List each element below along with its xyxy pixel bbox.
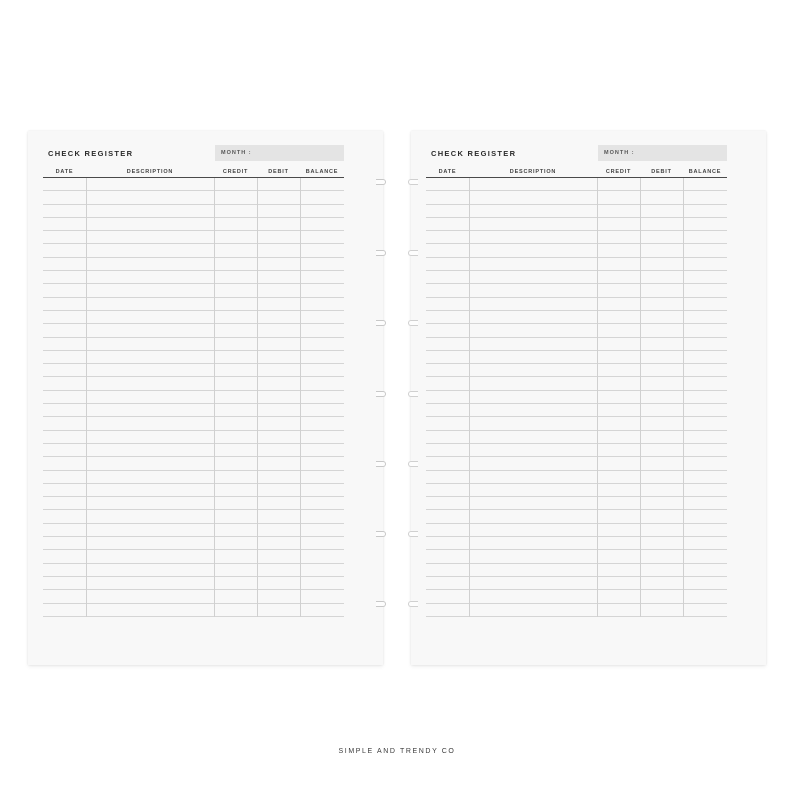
table-row[interactable] [43, 391, 344, 404]
table-row[interactable] [43, 577, 344, 590]
disc-tab-notch [408, 601, 418, 607]
column-header-credit: CREDIT [222, 169, 249, 175]
column-divider [683, 178, 684, 617]
disc-tab-notch [376, 601, 386, 607]
table-row[interactable] [426, 550, 727, 563]
table-row[interactable] [43, 351, 344, 364]
table-row[interactable] [426, 404, 727, 417]
disc-tab-notch [408, 320, 418, 326]
column-divider [597, 178, 598, 617]
disc-tab-notch [376, 461, 386, 467]
column-header-credit: CREDIT [605, 169, 632, 175]
table-row[interactable] [426, 471, 727, 484]
table-row[interactable] [43, 218, 344, 231]
column-divider [86, 178, 87, 617]
table-row[interactable] [426, 484, 727, 497]
table-row[interactable] [426, 377, 727, 390]
column-header-debit: DEBIT [651, 169, 672, 175]
register-table [426, 167, 727, 617]
table-row[interactable] [43, 191, 344, 204]
table-row[interactable] [43, 231, 344, 244]
table-row[interactable] [43, 524, 344, 537]
column-divider [469, 178, 470, 617]
disc-tab-notch [376, 320, 386, 326]
table-row[interactable] [426, 311, 727, 324]
column-header-debit: DEBIT [268, 169, 289, 175]
register-rows [43, 178, 344, 617]
table-row[interactable] [426, 258, 727, 271]
register-table [43, 167, 344, 617]
table-row[interactable] [43, 364, 344, 377]
disc-tab-notch [376, 250, 386, 256]
month-label: MONTH : [221, 150, 252, 156]
table-row[interactable] [426, 244, 727, 257]
planner-page-right [411, 131, 766, 665]
column-divider [257, 178, 258, 617]
month-label: MONTH : [604, 150, 635, 156]
disc-tab-notch [376, 179, 386, 185]
table-row[interactable] [426, 351, 727, 364]
table-row[interactable] [43, 338, 344, 351]
table-row[interactable] [426, 324, 727, 337]
disc-tab-notch [376, 391, 386, 397]
month-field[interactable] [598, 145, 727, 161]
disc-tab-notch [376, 531, 386, 537]
column-divider [640, 178, 641, 617]
table-row[interactable] [426, 564, 727, 577]
table-header [426, 167, 727, 178]
table-row[interactable] [426, 338, 727, 351]
table-row[interactable] [43, 564, 344, 577]
table-row[interactable] [43, 404, 344, 417]
table-row[interactable] [426, 284, 727, 297]
disc-tab-notch [408, 391, 418, 397]
table-row[interactable] [43, 550, 344, 563]
table-row[interactable] [426, 537, 727, 550]
brand-footer: SIMPLE AND TRENDY CO [338, 748, 456, 755]
table-row[interactable] [426, 205, 727, 218]
table-row[interactable] [43, 271, 344, 284]
table-row[interactable] [426, 218, 727, 231]
column-header-date: DATE [55, 169, 74, 175]
column-header-balance: BALANCE [305, 169, 339, 175]
page-title: CHECK REGISTER [431, 149, 517, 158]
disc-tab-notch [408, 179, 418, 185]
table-header [43, 167, 344, 178]
table-row[interactable] [426, 604, 727, 617]
table-row[interactable] [43, 471, 344, 484]
column-header-date: DATE [438, 169, 457, 175]
table-row[interactable] [426, 364, 727, 377]
table-row[interactable] [43, 311, 344, 324]
month-field[interactable] [215, 145, 344, 161]
table-row[interactable] [43, 417, 344, 430]
table-row[interactable] [426, 577, 727, 590]
table-row[interactable] [426, 590, 727, 603]
column-header-description: DESCRIPTION [509, 169, 557, 175]
table-row[interactable] [43, 298, 344, 311]
register-rows [426, 178, 727, 617]
table-row[interactable] [426, 444, 727, 457]
table-row[interactable] [43, 444, 344, 457]
table-row[interactable] [43, 484, 344, 497]
table-row[interactable] [426, 191, 727, 204]
table-row[interactable] [426, 457, 727, 470]
planner-page-left [28, 131, 383, 665]
table-row[interactable] [43, 537, 344, 550]
column-divider [214, 178, 215, 617]
table-row[interactable] [43, 497, 344, 510]
table-row[interactable] [426, 497, 727, 510]
table-row[interactable] [43, 244, 344, 257]
table-row[interactable] [43, 431, 344, 444]
table-row[interactable] [426, 417, 727, 430]
table-row[interactable] [43, 258, 344, 271]
table-row[interactable] [43, 457, 344, 470]
table-row[interactable] [426, 231, 727, 244]
table-row[interactable] [426, 524, 727, 537]
table-row[interactable] [43, 284, 344, 297]
table-row[interactable] [43, 604, 344, 617]
column-divider [300, 178, 301, 617]
disc-tab-notch [408, 250, 418, 256]
table-row[interactable] [426, 271, 727, 284]
page-title: CHECK REGISTER [48, 149, 134, 158]
table-row[interactable] [43, 510, 344, 523]
table-row[interactable] [426, 178, 727, 191]
disc-tab-notch [408, 531, 418, 537]
table-row[interactable] [426, 510, 727, 523]
table-row[interactable] [43, 324, 344, 337]
table-row[interactable] [43, 205, 344, 218]
column-header-description: DESCRIPTION [126, 169, 174, 175]
disc-tab-notch [408, 461, 418, 467]
table-row[interactable] [426, 431, 727, 444]
table-row[interactable] [43, 178, 344, 191]
column-header-balance: BALANCE [688, 169, 722, 175]
table-row[interactable] [426, 298, 727, 311]
table-row[interactable] [426, 391, 727, 404]
table-row[interactable] [43, 590, 344, 603]
table-row[interactable] [43, 377, 344, 390]
